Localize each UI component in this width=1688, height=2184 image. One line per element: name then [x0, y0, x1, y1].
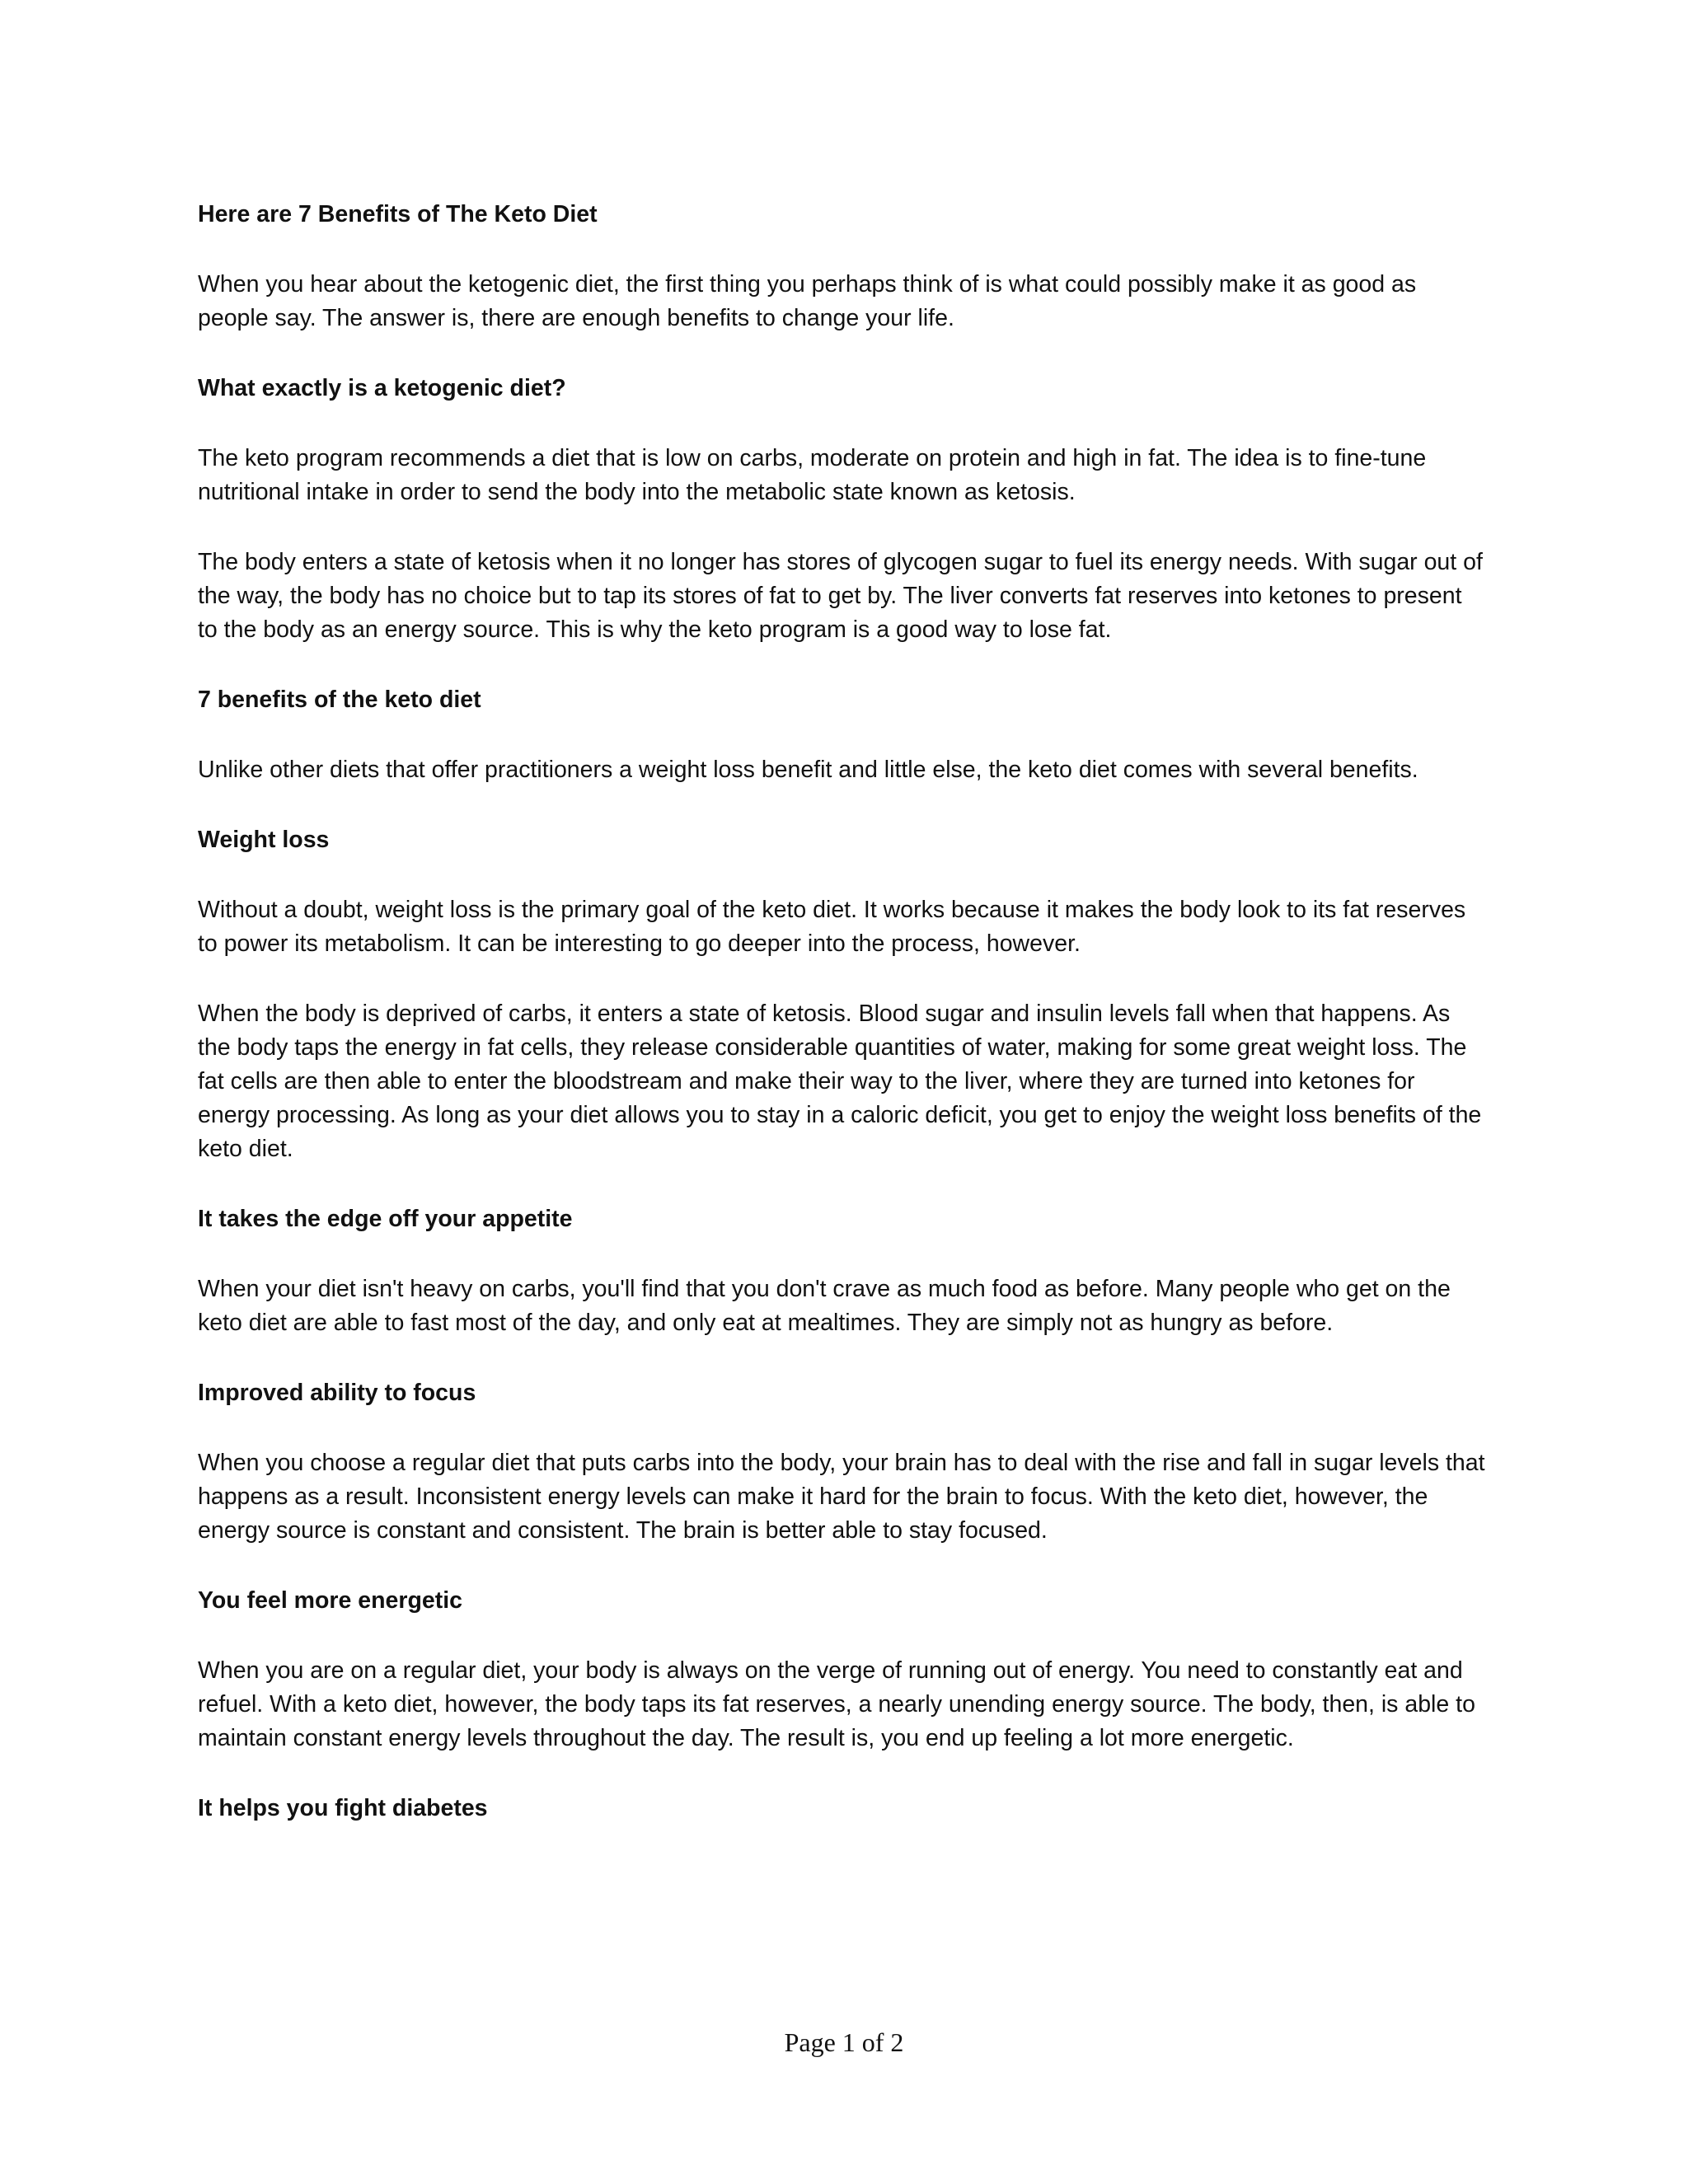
section-heading: 7 benefits of the keto diet	[198, 687, 481, 713]
paragraph: When your diet isn't heavy on carbs, you'll find that you don't crave as much food as before. Many people who get on the keto diet are able to fast most of the day, and only eat at mealtimes. They are simply not as hungry as before.	[198, 1276, 1451, 1336]
paragraph: The keto program recommends a diet that is low on carbs, moderate on protein and high in fat. The idea is to fine-tune nutritional intake in order to send the body into the metabolic state known as ketosis.	[198, 445, 1427, 505]
paragraph: The body enters a state of ketosis when it no longer has stores of glycogen sugar to fuel its energy needs. With sugar out of the way, the body has no choice but to tap its stores of fat to get by. The liver converts fat reserves into ketones to present to the body as an energy source. This is why the keto program is a good way to lose fat.	[198, 549, 1483, 643]
section-heading: You feel more energetic	[198, 1587, 462, 1614]
section-heading: What exactly is a ketogenic diet?	[198, 375, 566, 401]
intro-paragraph: When you hear about the ketogenic diet, the first thing you perhaps think of is what could possibly make it as good as people say. The answer is, there are enough benefits to change your life.	[198, 271, 1417, 331]
paragraph: When you are on a regular diet, your body is always on the verge of running out of energy. You need to constantly eat and refuel. With a keto diet, however, the body taps its fat reserves, a nearly unending energy source. The body, then, is able to maintain constant energy levels throughout the day. The result is, you end up feeling a lot more energetic.	[198, 1657, 1475, 1751]
section-heading: It takes the edge off your appetite	[198, 1206, 573, 1232]
paragraph: Without a doubt, weight loss is the primary goal of the keto diet. It works because it makes the body look to its fat reserves to power its metabolism. It can be interesting to go deeper into the process, however.	[198, 897, 1466, 957]
section-heading: It helps you fight diabetes	[198, 1795, 488, 1821]
paragraph: Unlike other diets that offer practitioners a weight loss benefit and little else, the keto diet comes with several benefits.	[198, 757, 1418, 783]
paragraph: When you choose a regular diet that puts carbs into the body, your brain has to deal with the rise and fall in sugar levels that happens as a result. Inconsistent energy levels can make it hard for the brain to focus. With the keto diet, however, the energy source is constant and consistent. The brain is better able to stay focused.	[198, 1450, 1485, 1544]
document-body	[198, 198, 1485, 1862]
document-title: Here are 7 Benefits of The Keto Diet	[198, 201, 598, 227]
section-heading: Weight loss	[198, 827, 330, 853]
page-number-footer: Page 1 of 2	[784, 2027, 904, 2057]
section-heading: Improved ability to focus	[198, 1380, 476, 1406]
paragraph: When the body is deprived of carbs, it enters a state of ketosis. Blood sugar and insulin levels fall when that happens. As the body taps the energy in fat cells, they release considerable quantities of water, making for some great weight loss. The fat cells are then able to enter the bloodstream and make their way to the liver, where they are turned into ketones for energy processing. As long as your diet allows you to stay in a caloric deficit, you get to enjoy the weight loss benefits of the keto diet.	[198, 1001, 1482, 1162]
